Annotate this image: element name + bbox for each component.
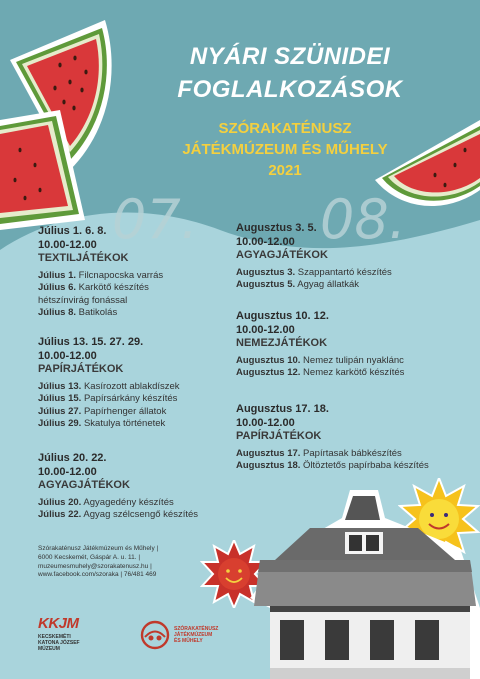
contact-email[interactable]: muzeumesmuhely@szorakatenusz.hu |	[38, 562, 152, 570]
event-category: AGYAGJÁTÉKOK	[236, 249, 328, 261]
event-dates: Július 13. 15. 27. 29.	[38, 336, 144, 348]
event-item: Július 15. Papírsárkány készítés	[38, 393, 178, 404]
event-item: Augusztus 12. Nemez karkötő készítés	[236, 367, 405, 378]
event-item: Július 22. Agyag szélcsengő készítés	[38, 509, 199, 520]
month-august-label: 08.	[320, 188, 406, 251]
event-item: Augusztus 3. Szappantartó készítés	[236, 266, 392, 278]
kkjm-logo-mark: KKJM	[38, 615, 79, 632]
event-item: Augusztus 10. Nemez tulipán nyaklánc	[236, 354, 404, 366]
event-item: hétszínvirág fonással	[38, 294, 128, 306]
event-dates: Augusztus 17. 18.	[236, 403, 329, 415]
szorakatenusz-logo-line-2: JÁTÉKMÚZEUM	[174, 632, 213, 638]
event-block-july-clay	[38, 452, 238, 522]
title-line-1: NYÁRI SZÜNIDEI	[189, 43, 391, 70]
contact-facebook-phone[interactable]: www.facebook.com/szoraka | 76/481 469	[38, 571, 157, 579]
szorakatenusz-logo-line-1: SZÓRAKATÉNUSZ	[174, 626, 219, 632]
event-category: PAPÍRJÁTÉKOK	[38, 363, 124, 375]
event-dates: Augusztus 10. 12.	[236, 310, 329, 322]
szorakatenusz-logo	[140, 620, 219, 655]
museum-building-image	[250, 488, 480, 679]
event-item: Július 13. Kasírozott ablakdíszek	[38, 380, 180, 392]
event-category: AGYAGJÁTÉKOK	[38, 479, 130, 491]
event-time: 10.00-12.00	[236, 235, 295, 248]
event-item: Augusztus 18. Öltöztetős papírbaba készítés	[236, 460, 429, 471]
event-block-july-textile	[38, 225, 238, 320]
event-time: 10.00-12.00	[236, 323, 295, 336]
kkjm-logo-line-3: MÚZEUM	[38, 646, 60, 652]
event-block-august-felt	[236, 310, 456, 380]
title-line-2: FOGLALKOZÁSOK	[177, 76, 403, 103]
event-category: TEXTILJÁTÉKOK	[38, 252, 129, 264]
event-time: 10.00-12.00	[236, 416, 295, 429]
kkjm-logo	[38, 616, 80, 652]
poster-title	[150, 40, 430, 106]
kkjm-logo-line-2: KATONA JÓZSEF	[38, 640, 80, 646]
szorakatenusz-logo-icon	[140, 620, 170, 650]
event-time: 10.00-12.00	[38, 349, 97, 362]
contact-info	[38, 545, 208, 580]
event-dates: Augusztus 3. 5.	[236, 222, 317, 234]
event-item: Július 8. Batikolás	[38, 307, 118, 318]
subtitle-line-1: SZÓRAKATÉNUSZ	[218, 120, 352, 137]
poster-subtitle	[140, 118, 430, 181]
event-item: Július 29. Skatulya történetek	[38, 418, 166, 429]
event-category: PAPÍRJÁTÉKOK	[236, 430, 322, 442]
watermelon-slice-left	[0, 110, 85, 230]
event-item: Július 6. Karkötő készítés	[38, 282, 149, 293]
event-item: Augusztus 5. Agyag állatkák	[236, 279, 360, 290]
event-item: Augusztus 17. Papírtasak bábkészítés	[236, 447, 402, 459]
kkjm-logo-line-1: KECSKEMÉTI	[38, 634, 71, 640]
event-item: Július 20. Agyagedény készítés	[38, 496, 174, 508]
event-block-august-paper	[236, 403, 466, 473]
szorakatenusz-logo-line-3: ÉS MŰHELY	[174, 638, 203, 644]
contact-address: 6000 Kecskemét, Gáspár A. u. 11. |	[38, 553, 141, 561]
event-time: 10.00-12.00	[38, 238, 97, 251]
subtitle-year: 2021	[268, 162, 302, 179]
contact-name: Szórakaténusz Játékmúzeum és Műhely |	[38, 545, 159, 552]
subtitle-line-2: JÁTÉKMÚZEUM ÉS MŰHELY	[182, 141, 388, 158]
event-block-august-clay	[236, 222, 456, 292]
month-july-label: 07.	[112, 188, 198, 251]
event-dates: Július 20. 22.	[38, 452, 107, 464]
event-dates: Július 1. 6. 8.	[38, 225, 107, 237]
event-time: 10.00-12.00	[38, 465, 97, 478]
event-block-july-paper	[38, 336, 238, 431]
event-category: NEMEZJÁTÉKOK	[236, 337, 328, 349]
event-item: Július 27. Papírhenger állatok	[38, 405, 167, 417]
event-item: Július 1. Filcnapocska varrás	[38, 269, 164, 281]
